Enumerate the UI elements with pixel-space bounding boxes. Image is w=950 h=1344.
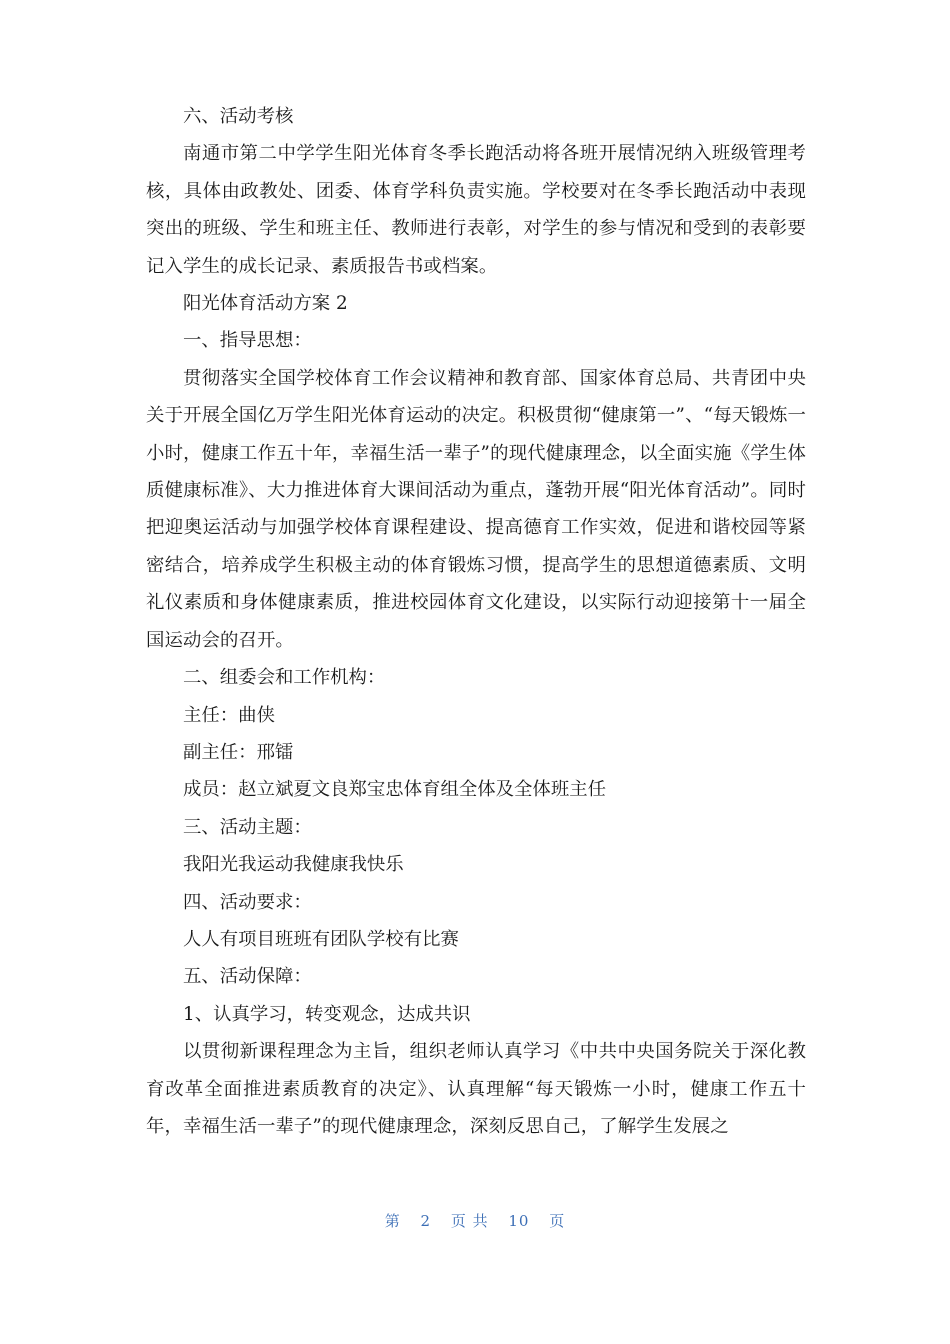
footer-label-ye: 页 — [549, 1212, 566, 1230]
footer-total-pages: 10 — [508, 1212, 530, 1230]
paragraph-study: 以贯彻新课程理念为主旨，组织老师认真学习《中共中央国务院关于深化教育改革全面推进素质教育的决定》、认真理解“每天锻炼一小时，健康工作五十年，幸福生活一辈子”的现代健康理念，深刻反思自己，了解学生发展之 — [146, 1041, 806, 1137]
document-body — [146, 98, 806, 1145]
subheading-study: 1、认真学习，转变观念，达成共识 — [183, 1003, 471, 1025]
activity-theme: 我阳光我运动我健康我快乐 — [183, 854, 404, 876]
footer-current-page: 2 — [420, 1212, 432, 1230]
section-heading-committee: 二、组委会和工作机构： — [183, 667, 386, 689]
committee-director: 主任：曲侠 — [183, 704, 275, 726]
committee-members: 成员：赵立斌夏文良郑宝忠体育组全体及全体班主任 — [183, 779, 606, 801]
activity-requirements: 人人有项目班班有团队学校有比赛 — [183, 928, 459, 950]
committee-deputy-director: 副主任：邢镭 — [183, 741, 294, 763]
section-heading-theme: 三、活动主题： — [183, 816, 312, 838]
section-heading-safeguards: 五、活动保障： — [183, 966, 312, 988]
paragraph-assessment: 南通市第二中学学生阳光体育冬季长跑活动将各班开展情况纳入班级管理考核，具体由政教处、团委、体育学科负责实施。学校要对在冬季长跑活动中表现突出的班级、学生和班主任、教师进行表彰，对学生的参与情况和受到的表彰要记入学生的成长记录、素质报告书或档案。 — [146, 143, 806, 277]
paragraph-guiding-thought: 贯彻落实全国学校体育工作会议精神和教育部、国家体育总局、共青团中央关于开展全国亿万学生阳光体育运动的决定。积极贯彻“健康第一”、“每天锻炼一小时，健康工作五十年，幸福生活一辈子”的现代健康理念，以全面实施《学生体质健康标准》、大力推进体育大课间活动为重点，蓬勃开展“阳光体育活动”。同时把迎奥运活动与加强学校体育课程建设、提高德育工作实效，促进和谐校园等紧密结合，培养成学生积极主动的体育锻炼习惯，提高学生的思想道德素质、文明礼仪素质和身体健康素质，推进校园体育文化建设，以实际行动迎接第十一届全国运动会的召开。 — [146, 367, 806, 651]
section-heading-assessment: 六、活动考核 — [183, 106, 294, 127]
section-heading-requirements: 四、活动要求： — [183, 891, 312, 913]
plan-title: 阳光体育活动方案 2 — [183, 293, 348, 315]
footer-label-di: 第 — [384, 1212, 401, 1230]
page-footer — [0, 1210, 950, 1231]
footer-label-ye-gong: 页 共 — [450, 1212, 489, 1230]
section-heading-guiding-thought: 一、指导思想： — [183, 330, 312, 352]
